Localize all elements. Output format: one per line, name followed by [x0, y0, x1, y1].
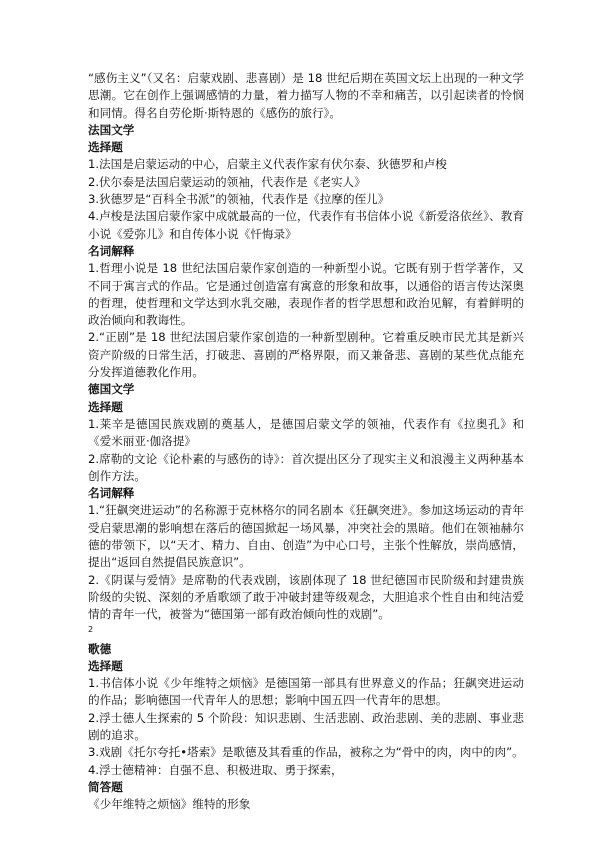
- list-item: 3.狄德罗是“百科全书派”的领袖，代表作是《拉摩的侄儿》: [88, 192, 390, 207]
- list-item: 2.浮士德人生探索的 5 个阶段：知识悲剧、生活悲剧、政治悲剧、美的悲剧、事业悲剧的追求。: [88, 710, 524, 742]
- subheading-terms: 名词解释: [88, 243, 135, 258]
- subheading-choice: 选择题: [88, 658, 123, 673]
- document-page: [88, 70, 524, 813]
- section-heading-goethe: 歌德: [88, 641, 112, 656]
- list-item: 3.戏剧《托尔夸托•塔索》是歌德及其看重的作品，被称之为“骨中的肉，肉中的肉”。: [88, 745, 524, 760]
- term-paragraph: 1.“狂飙突进运动”的名称源于克林格尔的同名剧本《狂飙突进》。参加这场运动的青年受启蒙思潮的影响想在落后的德国掀起一场风暴，冲突社会的黑暗。他们在领袖赫尔德的带领下，以“天才、精力、自由、创造”为中心口号，主张个性解放，崇尚感情，提出“返回自然提倡民族意识”。: [88, 503, 524, 570]
- list-item: 1.莱辛是德国民族戏剧的奠基人，是德国启蒙文学的领袖，代表作有《拉奥孔》和《爱米丽亚·伽洛提》: [88, 416, 524, 449]
- page-number: 2: [88, 624, 94, 634]
- question-item: 《少年维特之烦恼》维特的形象: [88, 797, 251, 812]
- section-heading-german: 德国文学: [88, 382, 135, 397]
- list-item: 2.伏尔泰是法国启蒙运动的领袖，代表作是《老实人》: [88, 174, 366, 189]
- subheading-choice: 选择题: [88, 140, 123, 155]
- term-paragraph: 1.哲理小说是 18 世纪法国启蒙作家创造的一种新型小说。它既有别于哲学著作，又不同于寓言式的作品。它是通过创造富有寓意的形象和故事，以通俗的语言传达深奥的哲理，使哲理和文学达到水乳交融，表现作者的哲学思想和政治见解，有着鲜明的政治倾向和教诲性。: [88, 261, 524, 328]
- subheading-terms: 名词解释: [88, 486, 135, 501]
- list-item: 4.浮士德精神：自强不息、积极进取、勇于探索，: [88, 762, 343, 777]
- term-paragraph: 2.“正剧”是 18 世纪法国启蒙作家创造的一种新型剧种。它着重反映市民尤其是新兴资产阶级的日常生活，打破悲、喜剧的严格界限，而又兼备悲、喜剧的某些优点能充分发挥道德教化作用。: [88, 330, 524, 380]
- list-item: 4.卢梭是法国启蒙作家中成就最高的一位，代表作有书信体小说《新爱洛依丝》、教育小说《爱弥儿》和自传体小说《忏悔录》: [88, 209, 524, 241]
- term-paragraph: 2.《阴谋与爱情》是席勒的代表戏剧，该剧体现了 18 世纪德国市民阶级和封建贵族阶级的尖锐、深刻的矛盾歌颂了敢于冲破封建等级观念，大胆追求个性自由和纯洁爱情的青年一代，被誉为“德国第一部有政治倾向性的戏剧”。: [88, 572, 524, 622]
- list-item: 2.席勒的文论《论朴素的与感伤的诗》：首次提出区分了现实主义和浪漫主义两种基本创作方法。: [88, 451, 524, 483]
- list-item: 1.法国是启蒙运动的中心，启蒙主义代表作家有伏尔泰、狄德罗和卢梭: [88, 157, 447, 172]
- intro-paragraph: “感伤主义”（又名：启蒙戏剧、悲喜剧）是 18 世纪后期在英国文坛上出现的一种文学思潮。它在创作上强调感情的力量，着力描写人物的不幸和痛苦，以引起读者的怜悯和同情。得名自劳伦斯·斯特恩的《感伤的旅行》。: [88, 71, 524, 120]
- subheading-short-answer: 简答题: [88, 779, 123, 794]
- list-item: 1.书信体小说《少年维特之烦恼》是德国第一部具有世界意义的作品；狂飙突进运动的作品；影响德国一代青年人的思想；影响中国五四一代青年的思想。: [88, 676, 524, 708]
- section-heading-french: 法国文学: [88, 122, 135, 137]
- subheading-choice: 选择题: [88, 399, 123, 414]
